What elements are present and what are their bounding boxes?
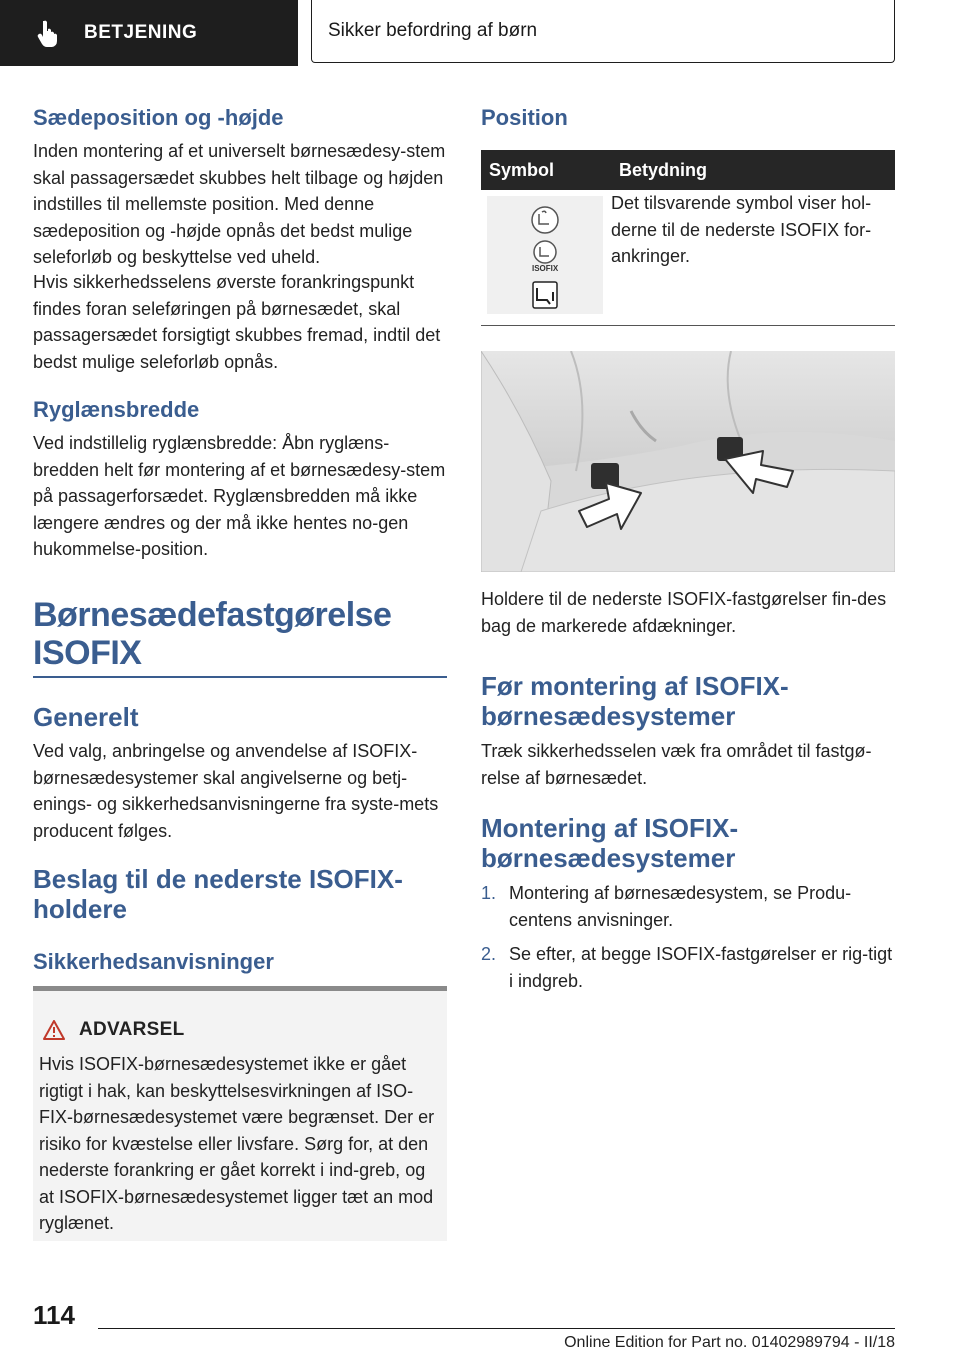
- isofix-symbols: [487, 196, 603, 314]
- paragraph-before-mount: Træk sikkerhedsselen væk fra området til fastgø-relse af børnesædet.: [481, 741, 872, 788]
- warning-box: [33, 986, 447, 1241]
- chapter-title: Sikker befordring af børn: [328, 20, 538, 41]
- photo-caption: Holdere til de nederste ISOFIX-fastgørelser fin-des bag de markerede afdækninger.: [481, 589, 887, 636]
- heading-bracket-line1: Beslag til de nederste ISOFIX-: [33, 864, 403, 894]
- heading-position: Position: [481, 105, 568, 130]
- chapter-tab: [311, 0, 895, 63]
- meaning-cell: Det tilsvarende symbol viser hol-derne til de nederste ISOFIX for-ankringer.: [611, 193, 872, 266]
- heading-isofix-line2: ISOFIX: [33, 634, 142, 672]
- hand-pointer-icon: [34, 18, 64, 48]
- list-item: [481, 880, 895, 933]
- list-item: [481, 941, 895, 994]
- heading-isofix-line1: Børnesædefastgørelse: [33, 596, 392, 634]
- heading-safety: Sikkerhedsanvisninger: [33, 949, 274, 974]
- step-text: Montering af børnesædesystem, se Produ-centens anvisninger.: [509, 883, 852, 930]
- heading-mount-line2: børnesædesystemer: [481, 843, 736, 873]
- isofix-anchor-photo: [481, 351, 895, 572]
- heading-before-mount-line2: børnesædesystemer: [481, 701, 736, 731]
- table-row: [481, 190, 895, 314]
- section-tab: [0, 0, 298, 66]
- heading-backrest-width: Ryglænsbredde: [33, 397, 200, 422]
- warning-text: Hvis ISOFIX-børnesædesystemet ikke er gået rigtigt i hak, kan beskyttelsesvirkningen af ISO-FIX-børnesædesystemet være begrænset. Der er risiko for kvæstelse eller livsfare. Sørg for, at den nederste forankring er gået korrekt i ind-greb, og at ISOFIX-børnesædesystemet ligger tæt an mod ryglænet.: [39, 1054, 435, 1233]
- warning-title: ADVARSEL: [79, 1019, 185, 1040]
- warning-header: [43, 1019, 185, 1041]
- isofix-child-seat-icon: [487, 196, 603, 314]
- step-number: 2.: [481, 944, 497, 964]
- symbol-cell: [481, 190, 611, 314]
- warning-triangle-icon: [43, 1020, 65, 1040]
- page-header: [0, 0, 960, 66]
- symbol-table-header: [481, 150, 895, 190]
- col-symbol: Symbol: [481, 150, 611, 190]
- mount-steps: [481, 880, 895, 1002]
- heading-mount-line1: Montering af ISOFIX-: [481, 813, 739, 843]
- heading-seat-position: Sædeposition og -højde: [33, 105, 284, 130]
- paragraph-general: Ved valg, anbringelse og anvendelse af ISOFIX-børnesædesystemer skal angivelserne og betj-enings- og sikkerhedsanvisningerne fra syste-mets producent følges.: [33, 741, 439, 841]
- table-bottom-rule: [481, 325, 895, 326]
- step-number: 1.: [481, 883, 497, 903]
- edition-note: Online Edition for Part no. 01402989794 - II/18: [564, 1334, 895, 1351]
- heading-general: Generelt: [33, 702, 139, 732]
- page-number: 114: [33, 1300, 75, 1330]
- step-text: Se efter, at begge ISOFIX-fastgørelser er rig-tigt i indgreb.: [509, 944, 893, 991]
- heading-before-mount-line1: Før montering af ISOFIX-: [481, 671, 789, 701]
- section-divider: [33, 676, 447, 678]
- symbol-table: [481, 150, 895, 314]
- footer-rule: [98, 1328, 895, 1329]
- paragraph-seat-2: Hvis sikkerhedsselens øverste forankringspunkt findes foran seleføringen på børnesædet, skal passagersædet forsigtigt skubbes fremad, indtil det bedst mulige seleforløb opnås.: [33, 272, 441, 372]
- isofix-label: ISOFIX: [532, 264, 559, 273]
- heading-bracket-line2: holdere: [33, 894, 127, 924]
- section-title: BETJENING: [84, 22, 198, 43]
- paragraph-backrest: Ved indstillelig ryglænsbredde: Åbn ryglæns-bredden helt før montering af et børnesædesy-stem på passagerforsædet. Ryglænsbredden må ikke længere ændres og der må ikke hentes no-gen hukommelse-position.: [33, 433, 446, 559]
- paragraph-seat-1: Inden montering af et universelt børnesædesy-stem skal passagersædet skubbes helt tilbage og højden indstilles til mellemste position. Med denne sædeposition og -højde opnås det bedst mulige seleforløb og beskyttelse ved uheld.: [33, 141, 446, 267]
- col-meaning: Betydning: [611, 150, 895, 190]
